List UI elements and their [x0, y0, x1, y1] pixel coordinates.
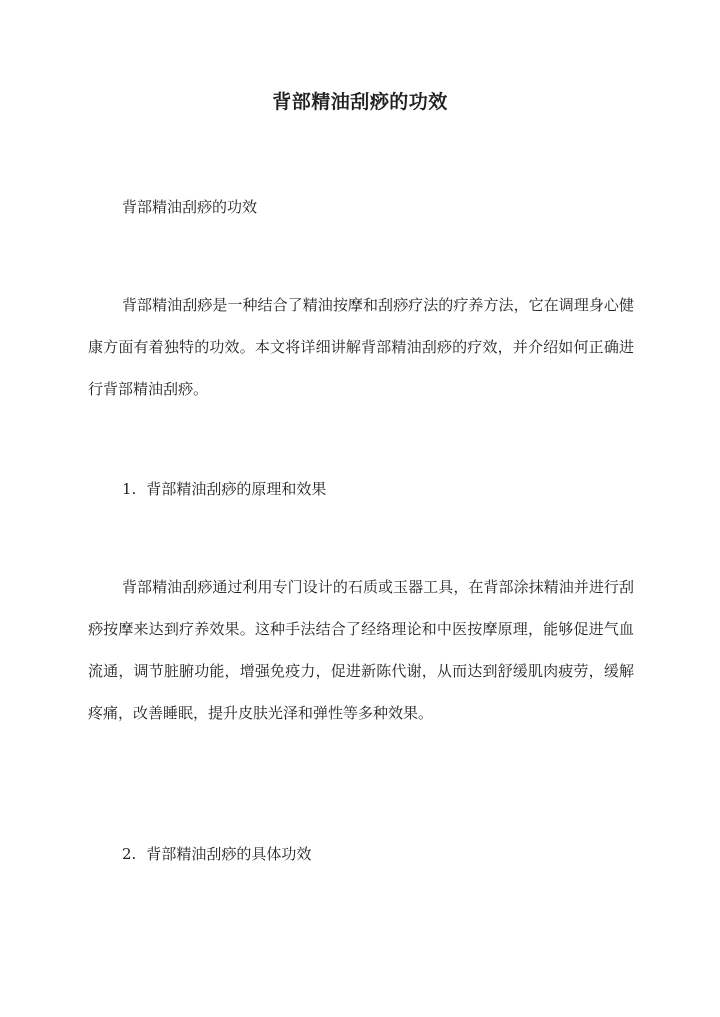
document-subtitle: 背部精油刮痧的功效	[122, 198, 258, 216]
section-heading-1	[122, 478, 326, 500]
section-title: 背部精油刮痧的具体功效	[146, 845, 312, 863]
document-title: 背部精油刮痧的功效	[272, 91, 448, 113]
principle-paragraph: 背部精油刮痧通过利用专门设计的石质或玉器工具，在背部涂抹精油并进行刮痧按摩来达到疗养效果。这种手法结合了经络理论和中医按摩原理，能够促进气血流通，调节脏腑功能，增强免疫力，促进新陈代谢，从而达到舒缓肌肉疲劳，缓解疼痛，改善睡眠，提升皮肤光泽和弹性等多种效果。	[88, 578, 634, 722]
section-number: 2.	[122, 845, 137, 863]
intro-paragraph: 背部精油刮痧是一种结合了精油按摩和刮痧疗法的疗养方法，它在调理身心健康方面有着独特的功效。本文将详细讲解背部精油刮痧的疗效，并介绍如何正确进行背部精油刮痧。	[88, 296, 634, 398]
section-heading-2	[122, 843, 311, 865]
section-number: 1.	[122, 480, 137, 498]
section-title: 背部精油刮痧的原理和效果	[146, 480, 327, 498]
